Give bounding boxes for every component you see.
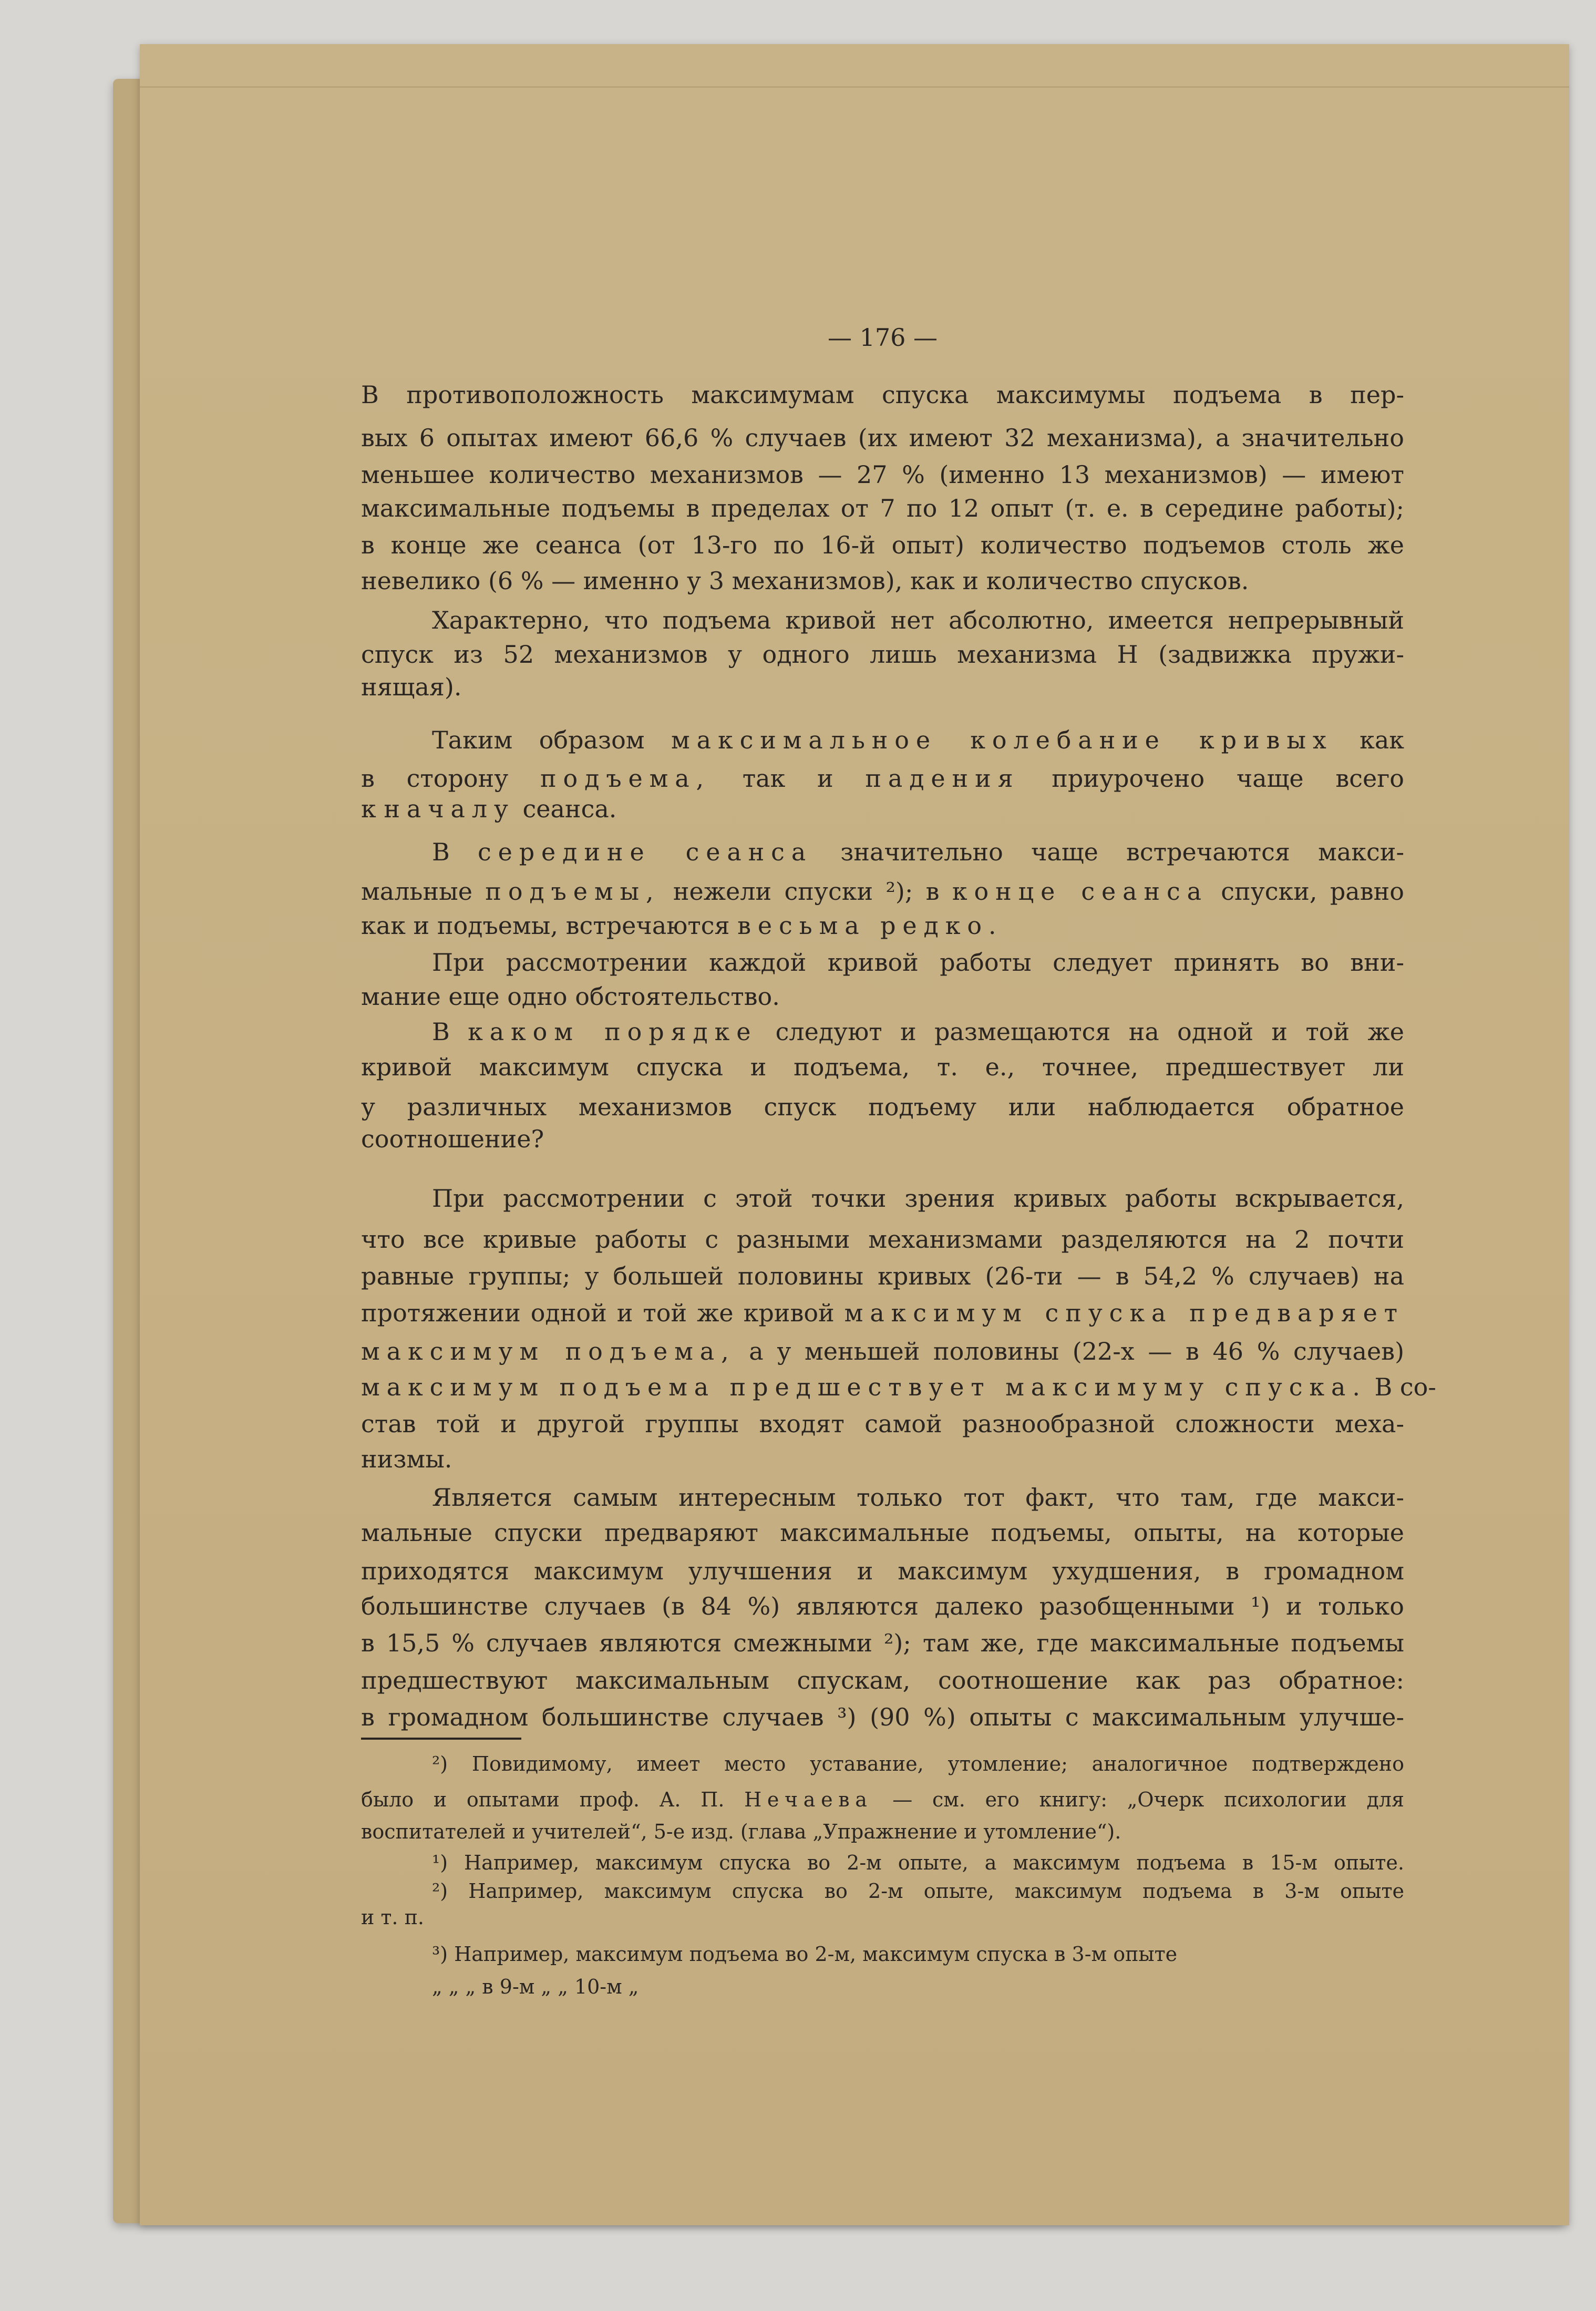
text-run: В противоположность максимумам спуска максимумы подъема в пер- — [361, 381, 1404, 409]
spaced-emphasis: конце сеанса — [952, 877, 1208, 906]
text-run: а у меньшей половины (22-х — в 46 % случаев) — [735, 1337, 1405, 1366]
text-line — [361, 1224, 1404, 1255]
text-run: как и подъемы, встречаются — [361, 911, 738, 940]
text-line — [361, 565, 1404, 597]
text-run: соотношение? — [361, 1125, 544, 1154]
text-run: в конце же сеанса (от 13-го по 16-й опыт) количество подъемов столь же — [361, 531, 1404, 560]
text-run: Таким образом — [432, 725, 671, 754]
text-line — [361, 1408, 1404, 1440]
text-run: мальные спуски предваряют максимальные подъемы, опыты, на которые — [361, 1518, 1404, 1547]
footnote-line — [361, 1904, 1404, 1930]
spaced-emphasis: началу — [384, 795, 515, 824]
spaced-emphasis: Нечаева — [744, 1788, 873, 1811]
text-line — [432, 1183, 1404, 1214]
page-fold-line — [140, 86, 1569, 88]
text-run: — см. его книгу: „Очерк психологии для — [872, 1788, 1404, 1811]
text-line — [361, 1336, 1404, 1367]
spaced-emphasis: подъемы, — [485, 877, 661, 906]
text-run: низмы. — [361, 1444, 452, 1473]
text-run: ¹) Например, максимум спуска во 2-м опыте, а максимум подъема в 15-м опыте. — [432, 1851, 1404, 1875]
text-run: В — [432, 1017, 468, 1046]
text-line — [361, 1555, 1404, 1587]
footnote-line — [432, 1974, 1404, 2000]
text-run: в сторону — [361, 764, 541, 793]
text-line — [432, 836, 1404, 868]
text-run: При рассмотрении с этой точки зрения кривых работы вскрывается, — [432, 1184, 1404, 1213]
text-run: В со- — [1366, 1372, 1436, 1401]
text-line — [361, 763, 1404, 794]
text-run: Является самым интересным только тот факт, что там, где макси- — [432, 1483, 1404, 1512]
text-line — [361, 1091, 1404, 1123]
text-run: Характерно, что подъема кривой нет абсолютно, имеется непрерывный — [432, 606, 1404, 635]
text-run: ²) Повидимому, имеет место уставание, утомление; аналогичное подтверждено — [432, 1752, 1404, 1776]
text-run: что все кривые работы с разными механизмами разделяются на 2 почти — [361, 1225, 1404, 1254]
text-line — [361, 492, 1404, 524]
text-run: ³) Например, максимум подъема во 2-м, максимум спуска в 3-м опыте — [432, 1943, 1178, 1966]
text-line — [361, 910, 1404, 941]
text-run: и т. п. — [361, 1906, 424, 1929]
text-line — [361, 671, 1404, 703]
spaced-emphasis: весьма редко. — [737, 911, 1003, 940]
text-line — [361, 422, 1404, 454]
spaced-emphasis: подъема, — [540, 764, 711, 793]
text-run: став той и другой группы входят самой разнообразной сложности меха- — [361, 1409, 1404, 1438]
text-line — [432, 947, 1404, 978]
text-run: „ „ „ в 9-м „ „ 10-м „ — [432, 1975, 639, 1998]
spaced-emphasis: максимальное колебание кривых — [671, 725, 1333, 754]
text-run: сеанса. — [514, 795, 617, 824]
text-line — [361, 379, 1404, 410]
text-run: к — [361, 795, 384, 824]
text-run: протяжении одной и той же кривой — [361, 1299, 845, 1328]
text-line — [432, 1016, 1404, 1047]
text-run: спуски, равно — [1208, 877, 1404, 906]
text-run: в 15,5 % случаев являются смежными ²); там же, где максимальные подъемы — [361, 1629, 1404, 1658]
text-run: значительно чаще встречаются макси- — [812, 837, 1404, 866]
text-run: воспитателей и учителей“, 5-е изд. (глава „Упражнение и утомление“). — [361, 1820, 1121, 1844]
text-line — [361, 793, 1404, 825]
text-line — [361, 981, 1404, 1012]
text-line — [361, 1371, 1436, 1403]
text-run: мальные — [361, 877, 486, 906]
text-line — [361, 459, 1404, 490]
text-line — [361, 1665, 1404, 1696]
text-line — [361, 1297, 1404, 1329]
text-run: было и опытами проф. А. П. — [361, 1788, 745, 1811]
text-run: приурочено чаще всего — [1020, 764, 1404, 793]
page-number: — 176 — — [827, 323, 938, 352]
spaced-emphasis: максимум подъема, — [361, 1337, 736, 1366]
spaced-emphasis: середине сеанса — [477, 837, 813, 866]
text-run: равные группы; у большей половины кривых (26-ти — в 54,2 % случаев) на — [361, 1262, 1404, 1291]
text-run: в громадном большинстве случаев ³) (90 %) опыты с максимальным улучше- — [361, 1702, 1404, 1731]
footnote-line — [361, 1786, 1404, 1813]
text-run: спуск из 52 механизмов у одного лишь механизма H (задвижка пружи- — [361, 640, 1404, 669]
text-line — [432, 724, 1404, 756]
text-run: невелико (6 % — именно у 3 механизмов), как и количество спусков. — [361, 566, 1249, 595]
text-line — [361, 1517, 1404, 1548]
text-run: у различных механизмов спуск подъему или наблюдается обратное — [361, 1092, 1404, 1121]
text-run: как — [1333, 725, 1404, 754]
text-run: При рассмотрении каждой кривой работы следует принять во вни- — [432, 948, 1404, 977]
footnote-line — [432, 1878, 1404, 1904]
text-line — [361, 1701, 1404, 1733]
spaced-emphasis: падения — [865, 764, 1020, 793]
text-line — [361, 876, 1404, 907]
spaced-emphasis: максимум спуска предваряет — [844, 1299, 1405, 1328]
text-line — [432, 604, 1404, 636]
footnote-line — [432, 1941, 1404, 1967]
text-line — [361, 529, 1404, 561]
text-run: нежели спуски ²); в — [660, 877, 952, 906]
text-run: так и — [711, 764, 866, 793]
text-run: предшествуют максимальным спускам, соотношение как раз обратное: — [361, 1666, 1404, 1694]
footnote-line — [361, 1819, 1404, 1845]
text-run: В — [432, 837, 478, 866]
text-line — [361, 1051, 1404, 1083]
text-line — [361, 1627, 1404, 1659]
text-run: ²) Например, максимум спуска во 2-м опыте, максимум подъема в 3-м опыте — [432, 1879, 1404, 1903]
text-line — [361, 639, 1404, 670]
text-run: вых 6 опытах имеют 66,6 % случаев (их имеют 32 механизма), а значительно — [361, 423, 1404, 452]
text-run: максимальные подъемы в пределах от 7 по 12 опыт (т. е. в середине работы); — [361, 494, 1404, 523]
text-run: меньшее количество механизмов — 27 % (именно 13 механизмов) — имеют — [361, 460, 1404, 489]
footnote-line — [432, 1751, 1404, 1777]
spaced-emphasis: максимум подъема предшествует максимуму спуска. — [361, 1372, 1367, 1401]
text-run: большинстве случаев (в 84 %) являются далеко разобщенными ¹) и только — [361, 1592, 1404, 1621]
footnote-separator — [361, 1738, 521, 1740]
text-run: нящая). — [361, 672, 462, 701]
text-line — [361, 1123, 1404, 1155]
text-run: приходятся максимум улучшения и максимум ухудшения, в громадном — [361, 1557, 1404, 1586]
text-line — [361, 1260, 1404, 1292]
text-line — [361, 1443, 1404, 1475]
spaced-emphasis: каком порядке — [468, 1017, 758, 1046]
text-run: следуют и размещаются на одной и той же — [757, 1017, 1404, 1046]
text-line — [432, 1482, 1404, 1513]
text-run: мание еще одно обстоятельство. — [361, 982, 780, 1011]
text-line — [361, 1590, 1404, 1622]
footnote-line — [432, 1850, 1404, 1876]
text-run: кривой максимум спуска и подъема, т. е., точнее, предшествует ли — [361, 1053, 1404, 1082]
